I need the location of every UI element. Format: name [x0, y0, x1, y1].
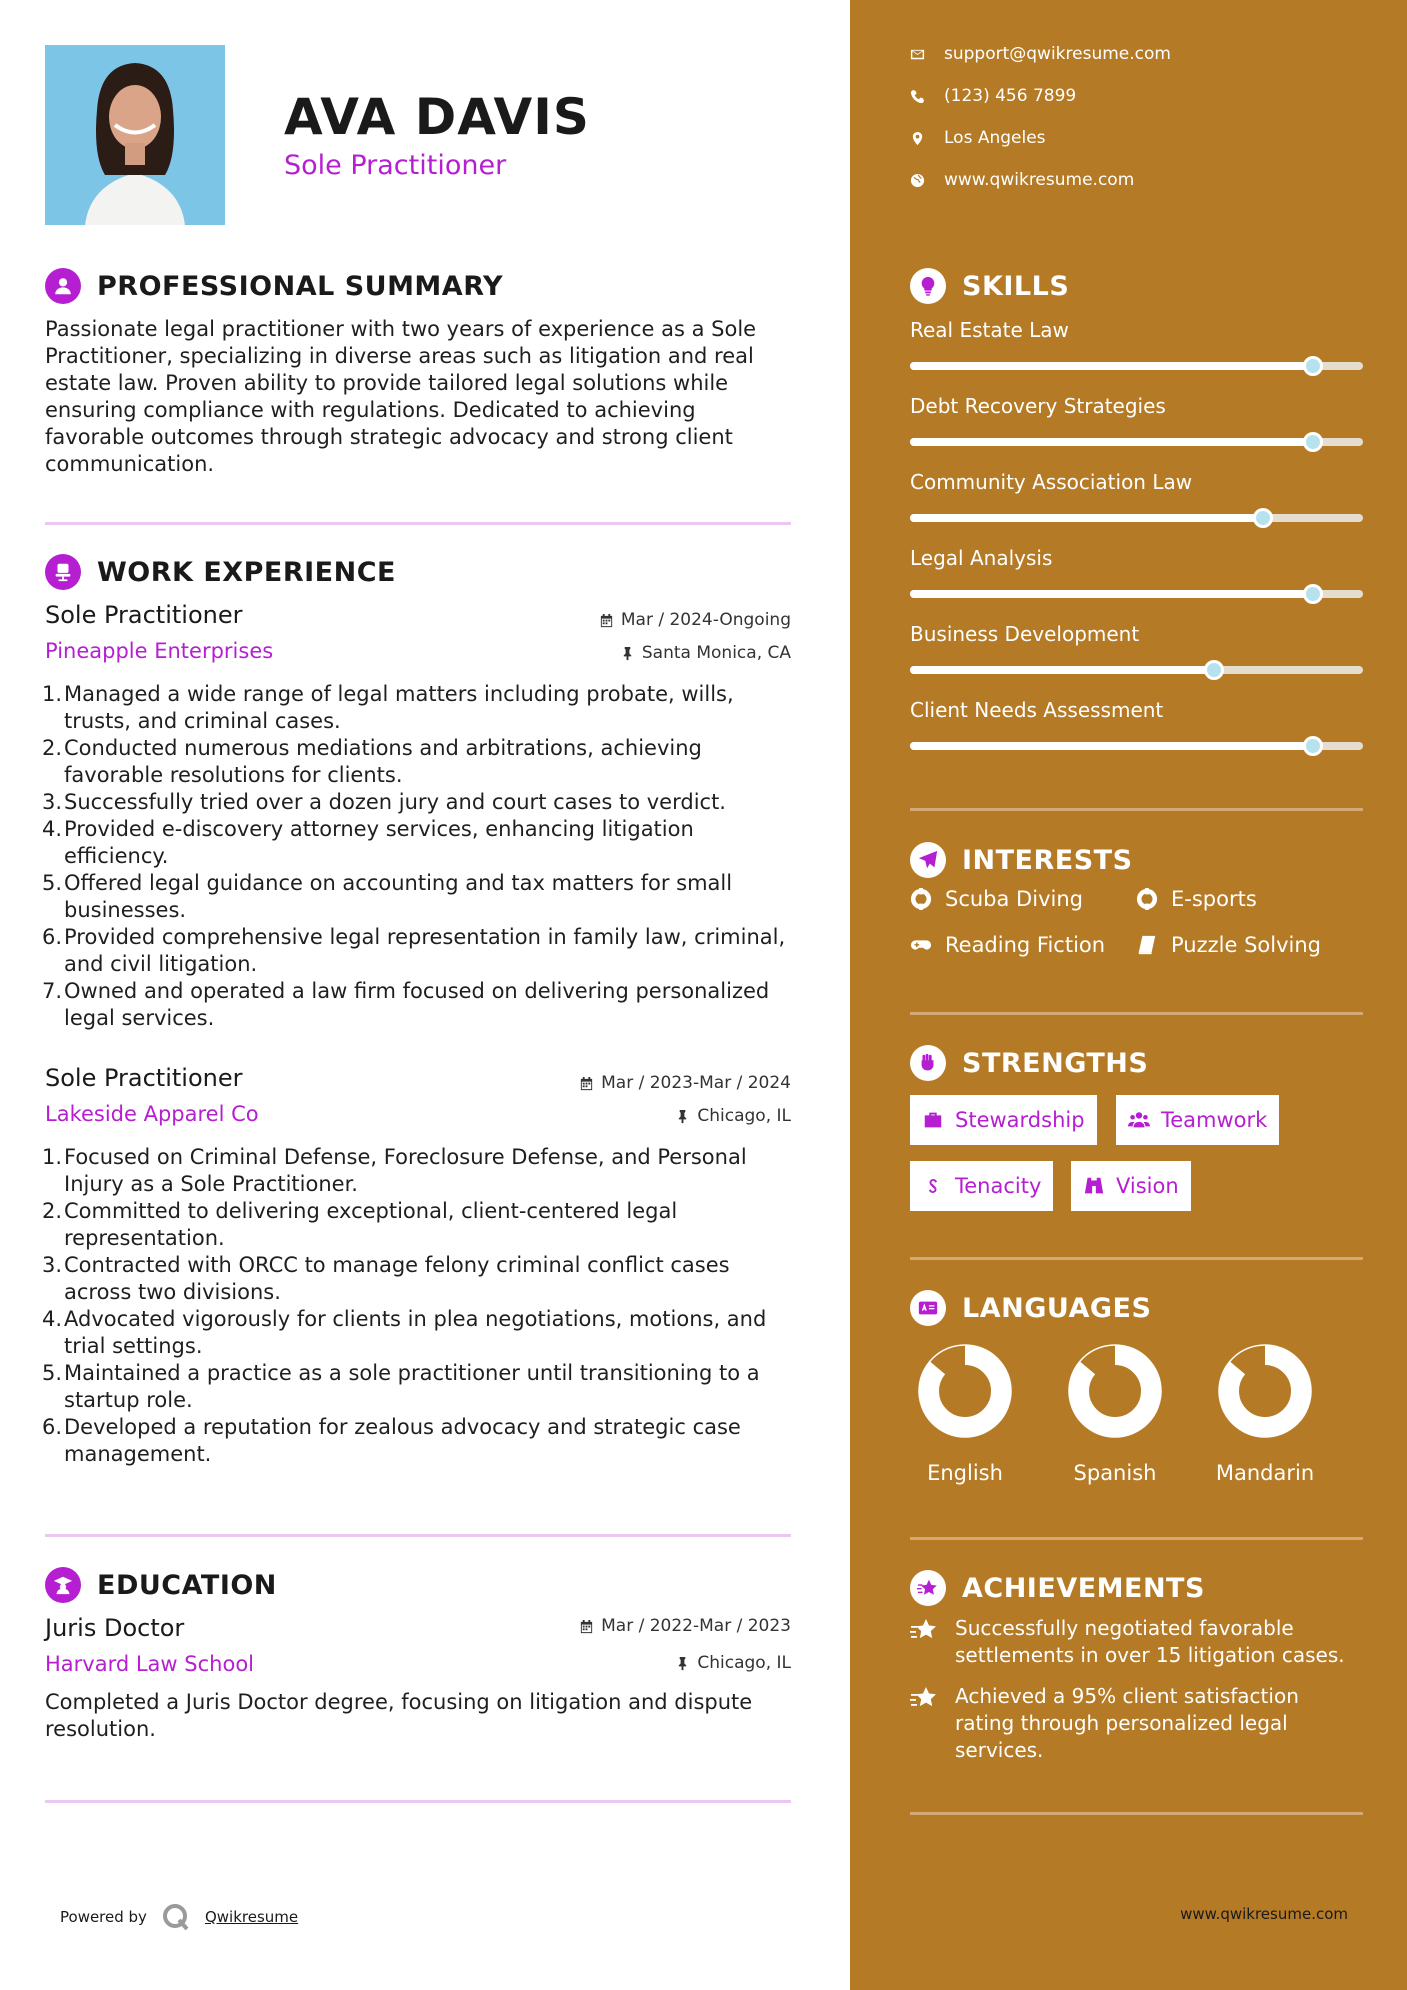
job-date — [579, 1073, 791, 1093]
language-ring — [917, 1343, 1013, 1439]
job-date-text: Mar / 2023-Mar / 2024 — [601, 1073, 791, 1093]
experience-heading — [45, 554, 396, 590]
gamepad-icon — [910, 934, 932, 956]
pin-icon — [620, 646, 635, 661]
interests-heading — [910, 842, 1133, 878]
interest-label: Scuba Diving — [945, 887, 1083, 911]
map-marker-icon — [910, 131, 925, 146]
envelope-icon — [910, 47, 925, 62]
languages-heading — [910, 1290, 1151, 1326]
education-location — [675, 1653, 791, 1673]
life-ring-icon — [910, 888, 932, 910]
star-icon — [910, 1684, 938, 1712]
achievements-title: ACHIEVEMENTS — [962, 1572, 1205, 1604]
graduate-icon — [45, 1567, 81, 1603]
qwikresume-link[interactable]: Qwikresume — [204, 1908, 299, 1926]
users-icon — [1128, 1109, 1150, 1131]
briefcase-chair-icon — [45, 554, 81, 590]
book-icon — [1136, 934, 1158, 956]
language-item — [905, 1343, 1025, 1485]
job-title: Sole Practitioner — [45, 1064, 243, 1092]
strengths-heading — [910, 1045, 1148, 1081]
section-divider — [45, 1534, 791, 1537]
summary-title: PROFESSIONAL SUMMARY — [97, 270, 504, 302]
summary-line: communication. — [45, 452, 215, 476]
website-text: www.qwikresume.com — [944, 170, 1135, 190]
profile-photo — [45, 45, 225, 225]
sidebar-divider — [910, 1257, 1363, 1260]
education-heading — [45, 1567, 277, 1603]
list-item: 2. Committed to delivering exceptional, client-centered legal representation. — [41, 1199, 678, 1250]
list-item: 4. Provided e-discovery attorney services, enhancing litigation efficiency. — [41, 817, 694, 868]
skill-name: Community Association Law — [910, 470, 1193, 494]
achievement-line: services. — [955, 1738, 1044, 1762]
job-location — [620, 643, 791, 663]
section-divider — [45, 1800, 791, 1803]
strength-teamwork — [1116, 1095, 1279, 1145]
list-item: 6. Developed a reputation for zealous advocacy and strategic case management. — [41, 1415, 741, 1466]
education-text — [45, 1689, 790, 1743]
contact-phone[interactable] — [910, 86, 1076, 106]
powered-by-label: Powered by — [60, 1908, 147, 1926]
job-location-text: Santa Monica, CA — [641, 643, 791, 663]
strength-label: Vision — [1116, 1174, 1179, 1198]
life-ring-icon — [1136, 888, 1158, 910]
skill-name: Business Development — [910, 622, 1140, 646]
list-item: 5. Maintained a practice as a sole practitioner until transitioning to a startup role. — [41, 1361, 760, 1412]
list-item: 1. Focused on Criminal Defense, Foreclosure Defense, and Personal Injury as a Sole Practitioner. — [41, 1145, 747, 1196]
skill-bar — [910, 742, 1363, 750]
list-item: 3. Successfully tried over a dozen jury and court cases to verdict. — [41, 790, 726, 814]
language-name: English — [927, 1461, 1003, 1485]
achievement-item — [910, 1683, 1375, 1764]
education-date — [579, 1616, 791, 1636]
education-line: Completed a Juris Doctor degree, focusing on litigation and dispute — [45, 1690, 753, 1714]
achievement-line: Successfully negotiated favorable — [955, 1616, 1294, 1640]
user-icon — [45, 268, 81, 304]
achievements-heading — [910, 1570, 1205, 1606]
company-name: Pineapple Enterprises — [45, 639, 274, 663]
job-location — [675, 1106, 791, 1126]
achievement-line: rating through personalized legal — [955, 1711, 1288, 1735]
interest-label: Puzzle Solving — [1171, 933, 1321, 957]
pin-icon — [675, 1656, 690, 1671]
skill-name: Debt Recovery Strategies — [910, 394, 1166, 418]
globe-icon — [910, 173, 925, 188]
skill-name: Client Needs Assessment — [910, 698, 1164, 722]
list-item: 4. Advocated vigorously for clients in plea negotiations, motions, and trial settings. — [41, 1307, 767, 1358]
translate-icon — [910, 1290, 946, 1326]
language-ring — [1067, 1343, 1163, 1439]
skills-title: SKILLS — [962, 270, 1070, 302]
list-item: 7. Owned and operated a law firm focused on delivering personalized legal services. — [41, 979, 770, 1030]
candidate-role: Sole Practitioner — [284, 150, 507, 181]
star-icon — [910, 1570, 946, 1606]
skill-name: Real Estate Law — [910, 318, 1069, 342]
summary-heading — [45, 268, 503, 304]
contact-website[interactable] — [910, 170, 1134, 190]
candidate-name: AVA DAVIS — [284, 88, 590, 146]
interest-label: E-sports — [1171, 887, 1257, 911]
fist-icon — [910, 1045, 946, 1081]
education-location-text: Chicago, IL — [697, 1653, 791, 1673]
skill-bar — [910, 590, 1363, 598]
list-item: 1. Managed a wide range of legal matters including probate, wills, trusts, and criminal cases. — [41, 682, 734, 733]
language-item — [1055, 1343, 1175, 1485]
interest-puzzle-solving — [1136, 933, 1321, 957]
contact-email[interactable] — [910, 44, 1171, 64]
footer-website[interactable]: www.qwikresume.com — [1180, 1905, 1348, 1923]
list-item: 3. Contracted with ORCC to manage felony criminal conflict cases across two divisions. — [41, 1253, 730, 1304]
star-icon — [910, 1616, 938, 1644]
job-date — [599, 610, 791, 630]
job-title: Sole Practitioner — [45, 601, 243, 629]
job-date-text: Mar / 2024-Ongoing — [620, 610, 791, 630]
strength-stewardship — [910, 1095, 1097, 1145]
interest-reading-fiction — [910, 933, 1105, 957]
language-name: Mandarin — [1215, 1461, 1315, 1485]
paper-plane-icon — [910, 842, 946, 878]
strength-label: Teamwork — [1161, 1108, 1268, 1132]
skill-bar-fill — [910, 742, 1313, 750]
language-item — [1205, 1343, 1325, 1485]
phone-icon — [910, 89, 925, 104]
job-duties — [41, 1144, 795, 1468]
sidebar-divider — [910, 1012, 1363, 1015]
skill-bar — [910, 666, 1363, 674]
summary-line: ensuring compliance with regulations. Dedicated to achieving — [45, 398, 696, 422]
lightbulb-icon — [910, 268, 946, 304]
interests-title: INTERESTS — [962, 844, 1133, 876]
calendar-icon — [579, 1619, 594, 1634]
calendar-icon — [599, 613, 614, 628]
company-name: Lakeside Apparel Co — [45, 1102, 259, 1126]
list-item: 6. Provided comprehensive legal representation in family law, criminal, and civil litigation. — [41, 925, 786, 976]
summary-line: Practitioner, specializing in diverse areas such as litigation and real — [45, 344, 754, 368]
skill-bar-fill — [910, 666, 1214, 674]
language-name: Spanish — [1073, 1461, 1157, 1485]
strength-tenacity — [910, 1161, 1053, 1211]
experience-title: WORK EXPERIENCE — [97, 556, 396, 588]
contact-location — [910, 128, 1046, 148]
skill-bar — [910, 438, 1363, 446]
interest-label: Reading Fiction — [945, 933, 1106, 957]
phone-text: (123) 456 7899 — [944, 86, 1077, 106]
strength-vision — [1071, 1161, 1191, 1211]
calendar-icon — [579, 1076, 594, 1091]
summary-line: favorable outcomes through strategic advocacy and strong client — [45, 425, 733, 449]
sidebar-divider — [910, 1812, 1363, 1815]
sidebar-divider — [910, 808, 1363, 811]
achievement-line: settlements in over 15 litigation cases. — [955, 1643, 1345, 1667]
list-item: 2. Conducted numerous mediations and arbitrations, achieving favorable resolutions for clients. — [41, 736, 702, 787]
briefcase-icon — [922, 1109, 944, 1131]
achievement-line: Achieved a 95% client satisfaction — [955, 1684, 1299, 1708]
achievement-item — [910, 1615, 1375, 1669]
skill-bar-handle — [1204, 660, 1224, 680]
job-location-text: Chicago, IL — [697, 1106, 791, 1126]
section-divider — [45, 522, 791, 525]
skill-bar-fill — [910, 438, 1313, 446]
school-name: Harvard Law School — [45, 1652, 254, 1676]
interest-e-sports — [1136, 887, 1257, 911]
strengths-title: STRENGTHS — [962, 1047, 1149, 1079]
powered-by — [60, 1902, 298, 1932]
interest-scuba-diving — [910, 887, 1083, 911]
sidebar-divider — [910, 1537, 1363, 1540]
email-text: support@qwikresume.com — [944, 44, 1171, 64]
binoculars-icon — [1083, 1175, 1105, 1197]
skill-bar-fill — [910, 514, 1263, 522]
strength-label: Stewardship — [955, 1108, 1085, 1132]
skill-bar — [910, 514, 1363, 522]
skills-heading — [910, 268, 1069, 304]
skill-name: Legal Analysis — [910, 546, 1053, 570]
education-date-text: Mar / 2022-Mar / 2023 — [601, 1616, 791, 1636]
qwikresume-logo-icon — [161, 1902, 191, 1932]
link-icon — [922, 1175, 944, 1197]
skill-bar-fill — [910, 590, 1313, 598]
skill-bar — [910, 362, 1363, 370]
list-item: 5. Offered legal guidance on accounting and tax matters for small businesses. — [41, 871, 733, 922]
summary-line: estate law. Proven ability to provide tailored legal solutions while — [45, 371, 729, 395]
education-title: EDUCATION — [97, 1569, 277, 1601]
education-line: resolution. — [45, 1717, 156, 1741]
summary-text — [45, 316, 790, 478]
language-ring — [1217, 1343, 1313, 1439]
job-duties — [41, 681, 795, 1032]
strength-label: Tenacity — [955, 1174, 1042, 1198]
pin-icon — [675, 1109, 690, 1124]
languages-title: LANGUAGES — [962, 1292, 1152, 1324]
location-text: Los Angeles — [944, 128, 1046, 148]
degree-title: Juris Doctor — [45, 1614, 185, 1642]
skill-bar-fill — [910, 362, 1313, 370]
summary-line: Passionate legal practitioner with two years of experience as a Sole — [45, 317, 757, 341]
